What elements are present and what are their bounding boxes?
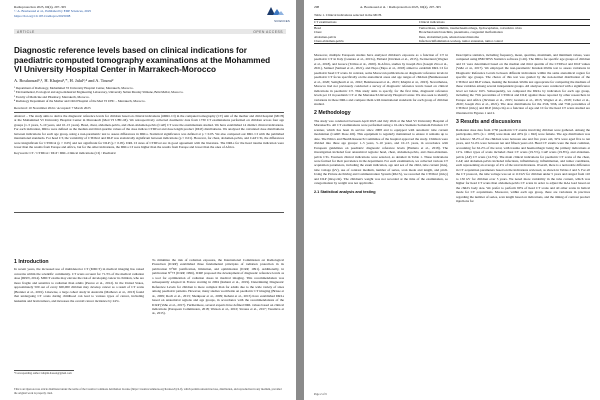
right-page-column-right bbox=[456, 53, 590, 204]
running-header bbox=[314, 5, 594, 9]
page-footer: Page 2 of 9 bbox=[314, 393, 327, 396]
affiliations bbox=[14, 86, 284, 103]
intro-paragraph: In recent years, the increased use of multidetector CT (MDCT) in medical imaging has raised concerns within the scientific community. CT scans account for 71.3% of the medical radiation dose (IRSN, 2014). MDCT exams may elevate the risk of developing cancer in children, who are more fragile and sensitive to radiation than adults (Pearce et al., 2012). In the United States, approximately 500 out of every 600,000 children may develop cancer as a result of CT scans (Brenner et al., 2001). Likewise, a large cohort study in Australia (Mathews et al., 2013) found that undergoing CT scans during childhood can lead to various types of cancer, including leukemia and brain tumors, and increases the overall cancer incidence by 24%. bbox=[14, 267, 144, 303]
divider bbox=[14, 112, 284, 113]
table-row bbox=[314, 39, 590, 44]
table-cell: Chest bbox=[314, 30, 322, 35]
statistics-paragraph: Descriptive statistics, including frequency, mean, quartiles, maximum, and minimum values, were computed using IBM SPSS Statistics software (v.26). The DRLs for specific age groups of children and CI were determined based on the median and third quartile of the CTDIvol and DLP values (Vañó et al., 2017). We employed the non-parametric Kruskal-Wallis test to assess variations in Diagnostic Reference Levels between different indications within the same anatomical region for specific age groups. The choice of this test was guided by the non-normal distribution of the CTDIvol and DLP values, making the Kruskal-Wallis test appropriate for comparing the medians of these variables among several independent groups. All analyses were conducted with a significance level set below 0.05. Subsequently, we compared the DRLs by indication for each age group, including the 75th percentiles of CTDIvol and DLP, against those reported by other researchers in Europe and Africa (Järvinen et al., 2015; Granata et al., 2015; Wagner et al., 2018; Celiot et al., 2020; Joseph Zira et al., 2021). The dose distributions for the 25th, 50th, and 75th percentiles of CTDIvol (mGy) and DLP (mGy.cm) as a function of age and CI for the head CT scans studied are illustrated in Figures 1 and 2. bbox=[456, 53, 590, 115]
journal-citation: Radioprotection 2025, 60(4), 297–305 bbox=[14, 5, 67, 9]
edp-sciences-logo-icon bbox=[264, 4, 286, 19]
table-cell: Abdomen-pelvis bbox=[314, 34, 336, 39]
section-heading-results: 3 Results and discussions bbox=[456, 119, 522, 126]
table-cell: Ileus, abdominal pain, adrenal neuroblastoma bbox=[418, 34, 479, 39]
background-paragraph: Moreover, multiple European studies have analyzed children's exposure as a function of CT in paediatric CT in Italy (Granata et al., 2015a), Finland (Järvinen et al., 2015), Switzerland (Wagner et al., 2018), and Greece (Tzilios et al., 2020). In Africa, studies by Joseph Zira (Joseph Zira et al., 2021), Samuel (Samuel et al., 2021), and Ekpo (Ekpo et al., 2018) aimed to establish DRL CI for paediatric head CT scans. In contrast, some Moroccan publications on diagnostic reference levels in paediatric CT focus specifically on the anatomical areas and age ranges of children (Benmessaoud et al., 2020; Semghouli et al., 2022; Benmessaoud et al., 2023; Khajmi et al., 2023). Nevertheless, Morocco had not previously conducted a survey of diagnostic reference levels based on clinical indications in paediatric CT. This study aims to specify, for the first time, diagnostic reference levels per CI in paediatric CT at the Marrakech University Hospital Center. We also seek to identify variations in these DRLs and compare them with international standards for each group of children studied. bbox=[314, 53, 448, 106]
results-paragraph: Radiation dose data from 1730 paediatric CT exams involving children were gathered. Among the participants, 60% (n = 1038) were male and 40% (n = 692) were female. The age distribution was as follows: 38.2% of the children were between one and five years old, 32% were aged five to ten years, and 31.4% were between ten and fifteen years old. Head CT exams were the most common, accounting for 62.2% of the total, with trauma and haemorrhagic being the primary indications at 12%. Other types of scans included chest CT scans (19.5%), CAP scans (19.8%), and abdomen-pelvis (AP) CT scans (14.3%). The main clinical indications for paediatric CT scans of the chest, CAP, and abdomen-pelvis included infections, inflammatory, inflammation, and tumor conditions, each representing an average of 4% of the total indications. Overall, there is a noticeable difference in CT acquisition parameters based on the indications reviewed, as shown in Tables 2 and 3. For all the CT protocol, the tube voltage was set at 110 kV for children under 5 years and ranged from 110 to 130 kV for children over 5 years. We noted more variability in the tube current, which was higher for head CT scans than abdomen-pelvis CT scans in order to adjust the mAs load based on the child's body size. We prefer to perform 90% of head CT scans and all other scans in helical mode for CT acquisitions. Moreover, within each age group, there are variations in practices regarding the number of series, scan length based on indications, and the timing of contrast product injections for bbox=[456, 127, 590, 204]
footnote-rule bbox=[14, 370, 74, 371]
clinical-indications-table bbox=[314, 19, 590, 44]
open-access-label: OPEN ACCESS bbox=[253, 29, 283, 34]
subsection-heading-statistics: 2.1 Statistical analysis and testing bbox=[314, 189, 376, 194]
received-accepted-dates: Received: 10 November 2024 / Accepted: 7 March 2025 bbox=[14, 106, 91, 110]
table-header-cell: CT examinations bbox=[314, 20, 419, 26]
left-page bbox=[0, 0, 296, 400]
abstract-text: Abstract – The study aims to derive the diagnostic reference levels for children based on clinical indications (#DRL CI) in the computed tomography (CT) unit of the mother and child hospital (MCH) at the Mohammed VI University Hospital Center in Marrakech (Med VI UHC-M). We retrospectively collected dosimetric data from 1730 CT examinations performed on children across four age groups (1–5 years, 5–10 years, and 10–15 years). Head, chest, abdomen-pelvis, and chest-abdomen-pelvis (CAP) CT were the examinations studied. We have established 14 distinct clinical indications. For each indication, DRLs were defined as the median and third quartile values of the dose indices CTDIvol and dose length product (DLP) distributions. We analysed the calculated dose distributions between indications for each age group, using a non-parametric test to assess differences in DRLs. Statistical significance was defined at p < 0.05. We also compared our DRL CI with the published international standards. For head CT, the variability of CTDIvol and DLP was statistically significant between indications (p < 0.01). However, for chest, abdomen-pelvis, and CAP CTs, the differences were insignificant for CTDIvol (p > 0.05) and not significant for DLP (p > 0.05). DRL CI sizes of CTDIvol are in good agreement with the literature. The DRLs for the head trauma indication were lower than the results from Europe and Africa, but for the other indications, the DRLs CI were higher than the results from Europe and lower than the ones of Africa. bbox=[14, 114, 284, 150]
table-cell: Head bbox=[314, 26, 321, 31]
author-list: A. Boulaouad¹,², H. Khajmi¹,*, H. Jalal³,⁴ and A. Toumi² bbox=[14, 78, 114, 83]
affiliation-1: ¹ Department of Radiology, Mohammed VI University Hospital Center, Marrakech, Morocco. bbox=[14, 86, 134, 90]
affiliation-4: ⁴ Radiology Department of the Mother and Child Hospital of the Med VI UHC – Marrakech, Morocco. bbox=[14, 98, 146, 103]
running-head-text: A. Boulaouad et al. : Radioprotection 2025, 60(4), 297–305 bbox=[359, 5, 441, 9]
article-type-label: ARTICLE bbox=[17, 29, 35, 34]
intro-column-left bbox=[14, 258, 144, 303]
section-heading-methodology: 2 Methodology bbox=[314, 110, 351, 117]
abstract bbox=[14, 114, 284, 155]
license-notice: This is an Open Access article distributed under the terms of the Creative Commons Attribution License (https://creativecommons.org/licenses/by/4.0), which permits unrestricted use, distribution, and reproduction in any medium, provided the original work is properly cited. bbox=[14, 388, 282, 395]
table-cell: Infection/inflammation workup, tumor extension, tumor control bbox=[419, 39, 590, 44]
affiliation-3: ³ Faculty of Medicine and Pharmacy, Marrakech, Morocco. bbox=[14, 94, 90, 99]
affiliation-2: ² Environmental, Ecological and Agro-Industrial Engineering Laboratory, University Sultan Moulay Slimane, Béni Mellal, Morocco. bbox=[14, 90, 184, 95]
intro-column-right bbox=[152, 258, 284, 316]
publisher-name: SCIENCES bbox=[274, 19, 290, 23]
table-caption: Table 1. Clinical indications selected in the MCH. bbox=[314, 13, 382, 17]
table-cell: Bronchiectasis/bronchitis, pneumonia, congenital malformation bbox=[418, 30, 503, 35]
divider bbox=[14, 212, 284, 213]
page-number: 298 bbox=[314, 5, 320, 9]
paper-title: Diagnostic reference levels based on clinical indications for paediatric computed tomography examinations at the Mohammed VI University Hospital Center in Marrakech-Morocco bbox=[14, 46, 271, 75]
right-page bbox=[304, 0, 600, 400]
table-header-cell: Clinical indications bbox=[419, 20, 590, 26]
methodology-paragraph: The study was conducted between April 2023 and July 2024 at the Med VI University Hospital of Marrakech's. All CT examinations were performed using a 16-slice Siemens Somatom Emotion CT scanner, which has been in service since 2008 and is equipped with automatic tube current modulation (CARE Dose 4D). This equipment is regularly maintained to ensure it remains up to date. The Ethics and Health Research Committee of the hospital approved the study. Children were divided into three age groups: 1–5 years, 5–10 years, and 10–15 years, in accordance with European guidelines on paediatric diagnostic reference levels (Hamata et al., 2018). The investigation included four anatomical regions: head, chest, abdomen-pelvis, and chest-abdomen-pelvis CTs. Fourteen clinical indications were selected, as detailed in Table 1. These indications were formed for their prevalence in the department. For each examination, we collected various CT acquisition parameters, including the exam indication, age and sex of the child, tube current (mA), tube voltage (kV), use of contrast medium, number of series, scan mode and length, and pitch. Using the Picture Archiving and Communication System (PACS), we recorded the CTDIvol (mGy) and DLP (mGy.cm). The children's weight was not recorded at the time of the examination, so categorization by weight was not applicable. bbox=[314, 118, 448, 186]
right-page-column-left bbox=[314, 53, 448, 196]
copyright-line[interactable]: © A. Boulaouad et al., Published by EDP Sciences, 2025 bbox=[14, 9, 92, 14]
article-type-bar bbox=[14, 29, 286, 34]
section-heading-introduction: 1 Introduction bbox=[14, 259, 49, 265]
intro-paragraph-right: To minimize the risk of radiation exposure, the International Commission on Radiological Protection (ICRP) established three fundamental principles of radiation protection in its publication N°60: justification, limitation, and optimization (ICRP, 1991). Additionally, in publication N°73 (ICRP, 1996), ICRP proposed the development of diagnostic reference levels as a tool for optimization of radiation doses in medical imaging. This recommendation was subsequently adopted in France starting in 2004 (Rehani et al., 2019). Determining Diagnostic Reference Levels for children is more complex than for adults due to the wide variety of sizes among paediatric patients. However, many studies worldwide on paediatric CT imaging (Brisse et al., 2009; Roch et al., 2013; Sheikpour et al., 2009; Rehani et al., 2015) have established DRLs based on anatomical regions and age groups, in accordance with the recommendations of the ICRP (Vaño et al., 2017). Furthermore, several experts have defined DRL values based on clinical indications (European Commission, 2018; Watson et al., 2010; Strauss et al., 2017; Vassileva et al., 2015). bbox=[152, 258, 284, 316]
doi-link[interactable]: https://doi.org/10.1051/radiopro/2025008 bbox=[14, 13, 71, 18]
table-cell: Tumor/mass, cellulitis, trauma/haemorrhage, hydrocephalus, convulsive crisis bbox=[418, 26, 522, 31]
keywords: Keywords: CT / CTDIvol / DLP / DRL-Clinical indications (CI) / Paediatric bbox=[14, 150, 117, 155]
corresponding-author-footnote: *Corresponding author: khajmi.hassan@gmail.com bbox=[14, 372, 72, 375]
journal-header bbox=[14, 5, 184, 18]
table-cell: Chest-abdomen-pelvis bbox=[314, 39, 419, 44]
